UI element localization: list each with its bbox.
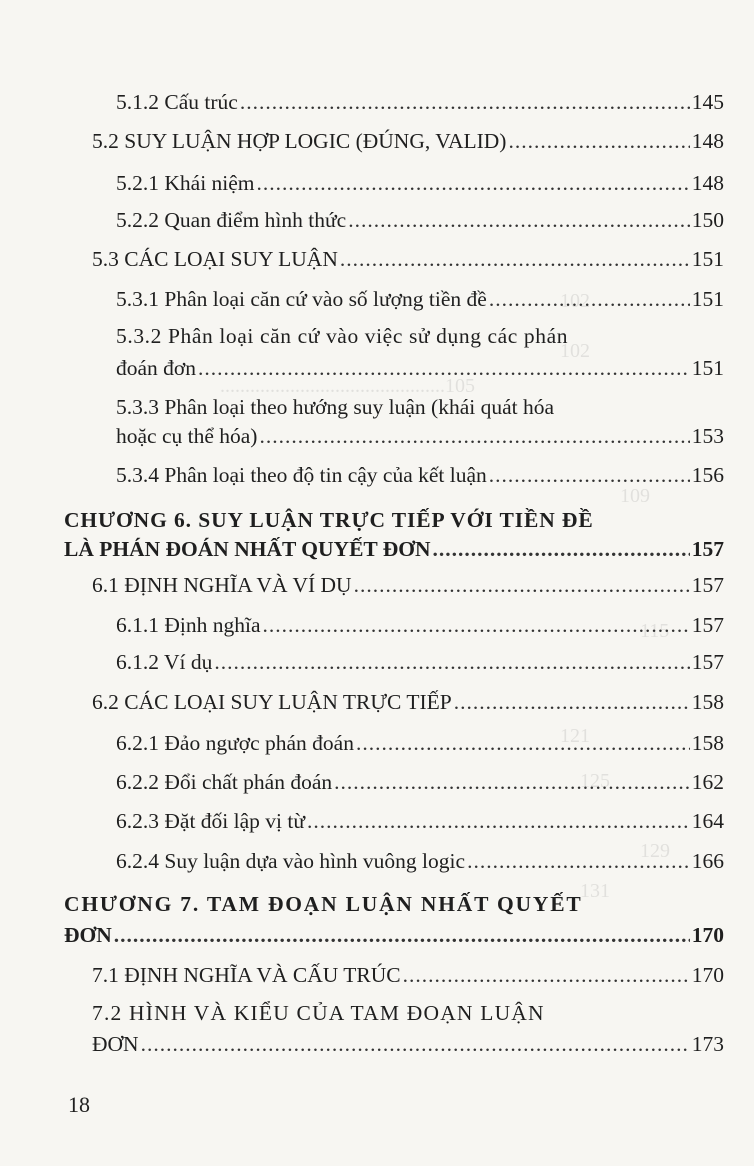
dot-leader [340, 245, 690, 273]
dot-leader [354, 571, 690, 599]
toc-entry-5-3-3[interactable] [116, 422, 724, 450]
toc-page-number: 151 [691, 356, 724, 380]
dot-leader [454, 688, 690, 716]
toc-page-number: 173 [691, 1032, 724, 1056]
toc-page-number: 148 [691, 129, 724, 153]
page-number: 18 [68, 1092, 90, 1117]
toc-entry-7-2[interactable] [92, 1030, 724, 1058]
toc-page-number: 166 [691, 849, 724, 873]
dot-leader [257, 169, 690, 197]
dot-leader [334, 768, 690, 796]
toc-page-number: 151 [691, 247, 724, 271]
toc-chapter-6-line1[interactable] [64, 506, 724, 534]
toc-entry-title: 5.2.2 Quan điểm hình thức [116, 208, 347, 232]
toc-page-number: 158 [691, 731, 724, 755]
toc-page-number: 153 [691, 424, 724, 448]
toc-entry-title: 6.2.4 Suy luận dựa vào hình vuông logic [116, 849, 466, 873]
toc-entry-title: 6.1.2 Ví dụ [116, 650, 213, 674]
bleed-through-texture: 102 102 .............................................105 109 115 121 125 129 131 [220, 290, 670, 902]
toc-page-number: 170 [691, 923, 724, 947]
toc-entry-title: 5.1.2 Cấu trúc [116, 90, 238, 114]
toc-entry-5-3-4[interactable] [116, 461, 724, 489]
dot-leader [141, 1030, 690, 1058]
toc-page-number: 157 [691, 573, 724, 597]
toc-chapter-title-line2: ĐƠN [64, 923, 112, 947]
toc-entry-title: 6.1 ĐỊNH NGHĨA VÀ VÍ DỤ [92, 573, 352, 597]
toc-entry-6-1[interactable] [92, 571, 724, 599]
dot-leader [348, 206, 690, 234]
toc-entry-title: 5.3 CÁC LOẠI SUY LUẬN [92, 247, 338, 271]
toc-entry-title-line1: 5.3.2 Phân loại căn cứ vào việc sử dụng các phán [116, 324, 569, 348]
toc-entry-5-3-2-line1[interactable] [116, 322, 640, 350]
toc-entry-5-2[interactable] [92, 127, 724, 155]
dot-leader [467, 847, 690, 875]
toc-entry-6-2-1[interactable] [116, 729, 724, 757]
toc-entry-title: 6.2 CÁC LOẠI SUY LUẬN TRỰC TIẾP [92, 690, 452, 714]
toc-entry-title: 5.3.1 Phân loại căn cứ vào số lượng tiền đề [116, 287, 487, 311]
toc-page-number: 157 [691, 537, 724, 561]
toc-entry-6-2-4[interactable] [116, 847, 724, 875]
toc-entry-title: 5.2.1 Khái niệm [116, 171, 255, 195]
dot-leader [489, 461, 690, 489]
toc-page-number: 150 [691, 208, 724, 232]
toc-entry-6-2[interactable] [92, 688, 724, 716]
toc-chapter-title-line2: LÀ PHÁN ĐOÁN NHẤT QUYẾT ĐƠN [64, 537, 431, 561]
toc-entry-title: 6.2.1 Đảo ngược phán đoán [116, 731, 354, 755]
toc-entry-5-3-2[interactable] [116, 354, 724, 382]
dot-leader [259, 422, 689, 450]
toc-entry-title-line2: hoặc cụ thể hóa) [116, 424, 258, 448]
dot-leader [508, 127, 689, 155]
dot-leader [114, 921, 690, 949]
toc-page-number: 157 [691, 613, 724, 637]
toc-entry-title-line2: ĐƠN [92, 1032, 139, 1056]
toc-chapter-7[interactable] [64, 921, 724, 949]
dot-leader [433, 535, 690, 563]
dot-leader [198, 354, 690, 382]
toc-entry-6-1-1[interactable] [116, 611, 724, 639]
toc-entry-5-2-1[interactable] [116, 169, 724, 197]
toc-page-number: 151 [691, 287, 724, 311]
toc-page-number: 157 [691, 650, 724, 674]
toc-entry-5-1-2[interactable] [116, 88, 724, 116]
toc-entry-title-line1: 5.3.3 Phân loại theo hướng suy luận (khái quát hóa [116, 395, 555, 419]
toc-entry-7-1[interactable] [92, 961, 724, 989]
toc-page-number: 145 [691, 90, 724, 114]
toc-page-number: 156 [691, 463, 724, 487]
toc-entry-title-line1: 7.2 HÌNH VÀ KIỂU CỦA TAM ĐOẠN LUẬN [92, 1001, 545, 1025]
toc-entry-5-2-2[interactable] [116, 206, 724, 234]
toc-entry-title: 5.2 SUY LUẬN HỢP LOGIC (ĐÚNG, VALID) [92, 129, 507, 153]
toc-page-number: 164 [691, 809, 724, 833]
toc-entry-title: 6.2.2 Đổi chất phán đoán [116, 770, 333, 794]
toc-entry-6-1-2[interactable] [116, 648, 724, 676]
toc-entry-6-2-3[interactable] [116, 807, 724, 835]
toc-chapter-6[interactable] [64, 535, 724, 563]
toc-page-number: 158 [691, 690, 724, 714]
toc-entry-title-line2: đoán đơn [116, 356, 197, 380]
dot-leader [240, 88, 690, 116]
toc-entry-6-2-2[interactable] [116, 768, 724, 796]
dot-leader [307, 807, 690, 835]
dot-leader [403, 961, 690, 989]
toc-entry-title: 6.1.1 Định nghĩa [116, 613, 261, 637]
toc-page-number: 162 [691, 770, 724, 794]
dot-leader [489, 285, 690, 313]
toc-page-number: 148 [691, 171, 724, 195]
dot-leader [263, 611, 690, 639]
toc-entry-title: 5.3.4 Phân loại theo độ tin cậy của kết luận [116, 463, 487, 487]
toc-entry-7-2-line1[interactable] [92, 999, 586, 1027]
toc-chapter-title-line1: CHƯƠNG 7. TAM ĐOẠN LUẬN NHẤT QUYẾT [64, 892, 583, 916]
toc-page-number: 170 [691, 963, 724, 987]
toc-chapter-title-line1: CHƯƠNG 6. SUY LUẬN TRỰC TIẾP VỚI TIỀN ĐỀ [64, 508, 594, 532]
toc-entry-title: 6.2.3 Đặt đối lập vị từ [116, 809, 306, 833]
dot-leader [356, 729, 690, 757]
toc-entry-5-3-1[interactable] [116, 285, 724, 313]
toc-entry-5-3[interactable] [92, 245, 724, 273]
dot-leader [214, 648, 689, 676]
toc-chapter-7-line1[interactable] [64, 890, 664, 918]
toc-entry-5-3-3-line1[interactable] [116, 393, 554, 421]
toc-entry-title: 7.1 ĐỊNH NGHĨA VÀ CẤU TRÚC [92, 963, 401, 987]
